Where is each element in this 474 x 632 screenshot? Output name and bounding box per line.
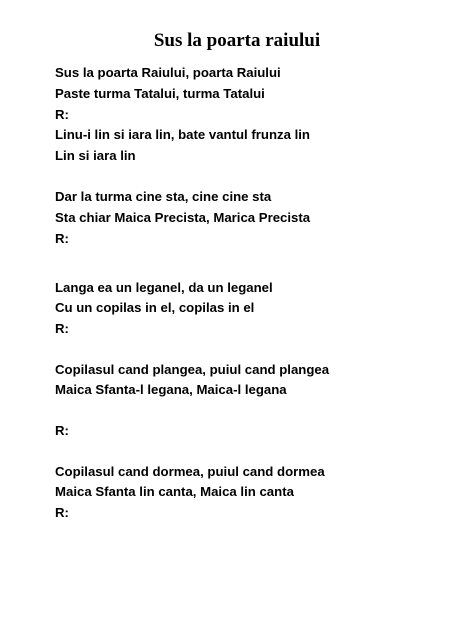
lyric-line: Cu un copilas in el, copilas in el — [55, 300, 255, 315]
lyric-line: Copilasul cand plangea, puiul cand plangea — [55, 362, 330, 377]
refrain-marker: R: — [55, 423, 69, 438]
lyric-line: Dar la turma cine sta, cine cine sta — [55, 189, 272, 204]
refrain-marker: R: — [55, 321, 69, 336]
refrain-marker: R: — [55, 505, 69, 520]
lyric-line: Sus la poarta Raiului, poarta Raiului — [55, 65, 281, 80]
page-title: Sus la poarta raiului — [153, 30, 321, 51]
lyric-line: Linu-i lin si iara lin, bate vantul frunza lin — [55, 127, 310, 142]
lyric-line: Langa ea un leganel, da un leganel — [55, 280, 273, 295]
lyric-line: Maica Sfanta lin canta, Maica lin canta — [55, 484, 294, 499]
refrain-marker: R: — [55, 107, 69, 122]
refrain-marker: R: — [55, 231, 69, 246]
lyric-line: Sta chiar Maica Precista, Marica Precista — [55, 210, 311, 225]
lyric-line: Maica Sfanta-l legana, Maica-l legana — [55, 382, 287, 397]
lyric-line: Paste turma Tatalui, turma Tatalui — [55, 86, 265, 101]
lyric-line: Lin si iara lin — [55, 148, 136, 163]
lyric-line: Copilasul cand dormea, puiul cand dormea — [55, 464, 325, 479]
